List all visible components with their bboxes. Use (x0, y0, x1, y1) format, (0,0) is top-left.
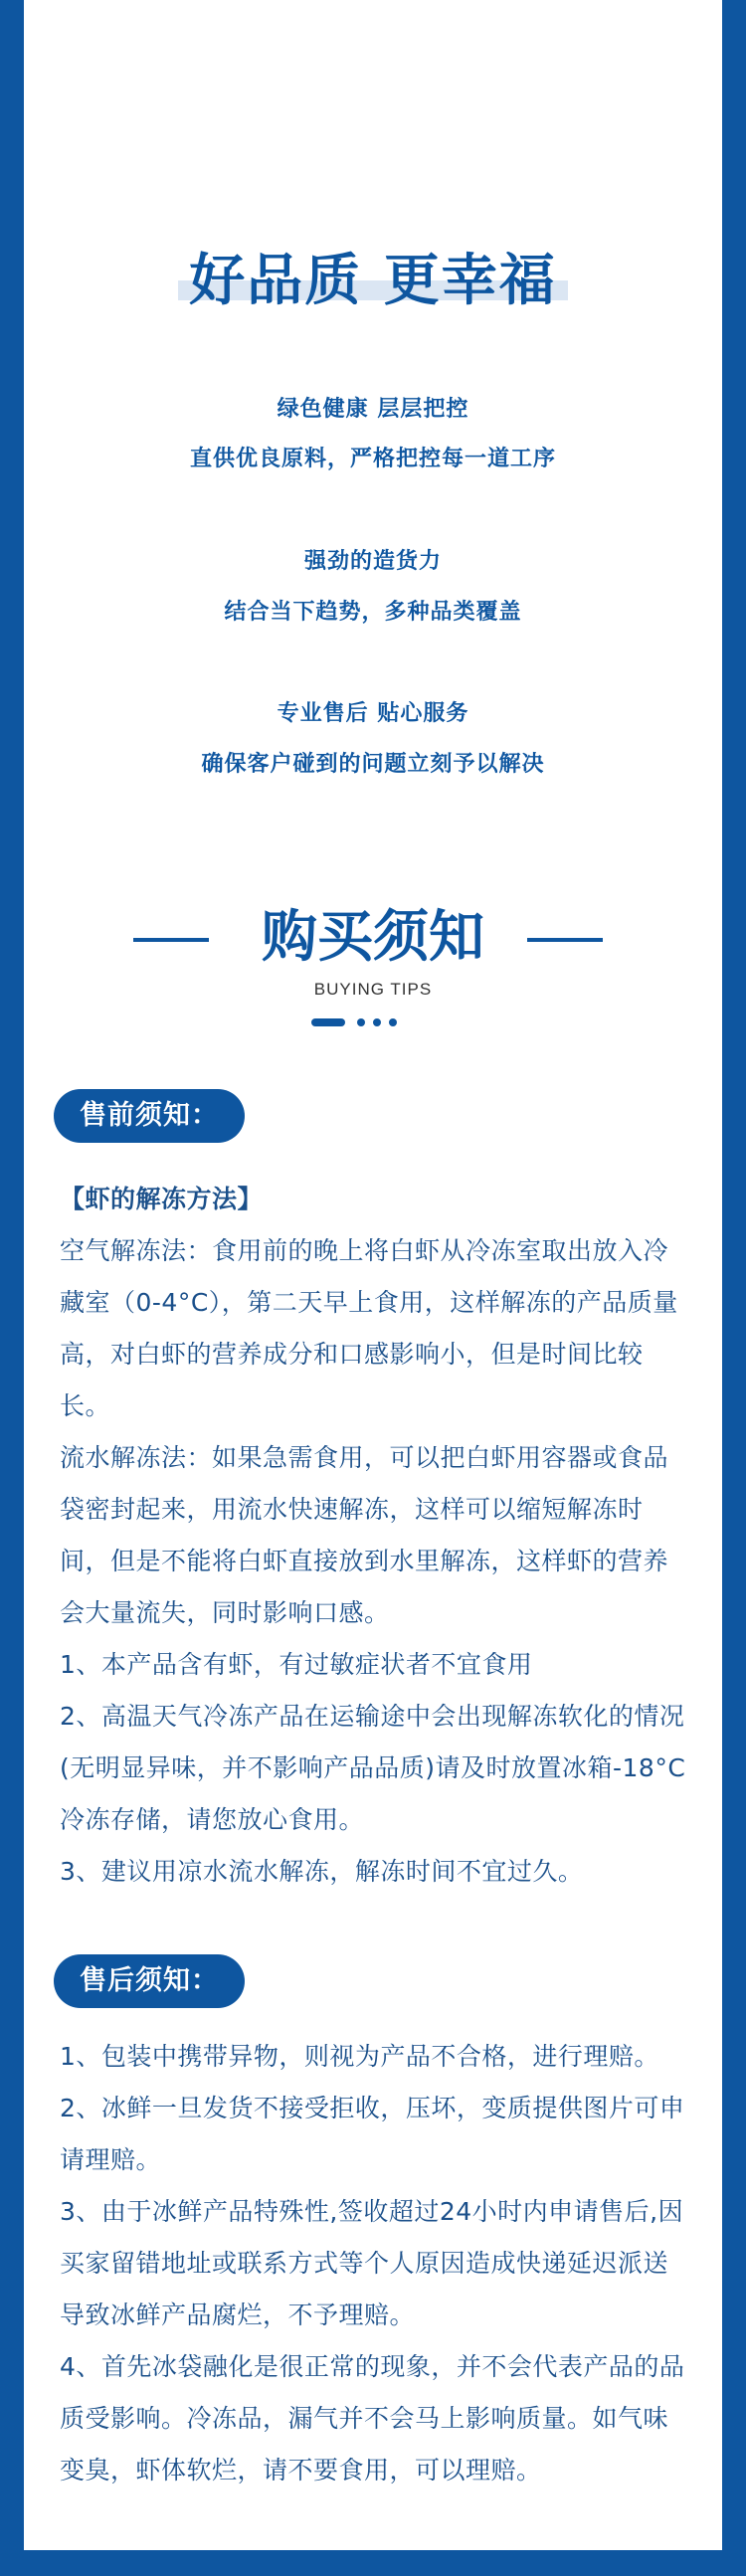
list-item: 3、由于冰鲜产品特殊性,签收超过24小时内申请售后,因买家留错地址或联系方式等个人原因造成快递延迟派送导致冰鲜产品腐烂，不予理赔。 (60, 2197, 684, 2329)
list-item: 3、建议用凉水流水解冻，解冻时间不宜过久。 (60, 1857, 584, 1886)
feature-title: 绿色健康 层层把控 (277, 397, 469, 422)
divider-dot (389, 1018, 397, 1026)
feature-capacity (24, 544, 722, 575)
feature-quality (24, 392, 722, 423)
list-item: 2、冰鲜一旦发货不接受拒收，压坏，变质提供图片可申请理赔。 (60, 2094, 685, 2174)
after-sale-label: 售后须知： (54, 1954, 245, 2008)
pre-sale-notes (60, 1174, 686, 1898)
list-item: 2、高温天气冷冻产品在运输途中会出现解冻软化的情况(无明显异味，并不影响产品品质)请及时放置冰箱-18°C冷冻存储，请您放心食用。 (60, 1702, 686, 1834)
thaw-method-heading: 【虾的解冻方法】 (60, 1185, 264, 1213)
content-panel (24, 0, 722, 2550)
list-item: 1、包装中携带异物，则视为产品不合格，进行理赔。 (60, 2042, 659, 2071)
list-item: 1、本产品含有虾，有过敏症状者不宜食用 (60, 1650, 533, 1679)
buying-tips-subtitle: BUYING TIPS (313, 980, 433, 999)
title-dash-right (527, 938, 603, 942)
feature-quality-desc (24, 442, 722, 472)
buying-tips-title: 购买须知 (262, 905, 484, 970)
feature-desc: 确保客户碰到的问题立刻予以解决 (201, 752, 545, 777)
feature-title: 强劲的造货力 (303, 549, 442, 574)
list-item: 空气解冻法：食用前的晚上将白虾从冷冻室取出放入冷藏室（0-4°C），第二天早上食用，这样解冻的产品质量高，对白虾的营养成分和口感影响小，但是时间比较长。 (60, 1236, 678, 1420)
feature-service-desc (24, 747, 722, 778)
page-title-text: 好品质 更幸福 (189, 249, 557, 313)
list-item: 4、首先冰袋融化是很正常的现象，并不会代表产品的品质受影响。冷冻品，漏气并不会马上影响质量。如气味变臭，虾体软烂，请不要食用，可以理赔。 (60, 2352, 685, 2484)
divider-dot (373, 1018, 381, 1026)
feature-desc: 直供优良原料，严格把控每一道工序 (189, 447, 556, 471)
list-item: 流水解冻法：如果急需食用，可以把白虾用容器或食品袋密封起来，用流水快速解冻，这样可以缩短解冻时间，但是不能将白虾直接放到水里解冻，这样虾的营养会大量流失，同时影响口感。 (60, 1443, 669, 1627)
page-title (24, 237, 722, 316)
feature-capacity-desc (24, 595, 722, 626)
feature-title: 专业售后 贴心服务 (277, 701, 469, 726)
pre-sale-label: 售前须知： (54, 1089, 245, 1143)
feature-service (24, 696, 722, 727)
divider-bar (311, 1018, 345, 1026)
divider-dot (357, 1018, 365, 1026)
after-sale-notes (60, 2031, 686, 2496)
feature-desc: 结合当下趋势，多种品类覆盖 (224, 600, 522, 625)
